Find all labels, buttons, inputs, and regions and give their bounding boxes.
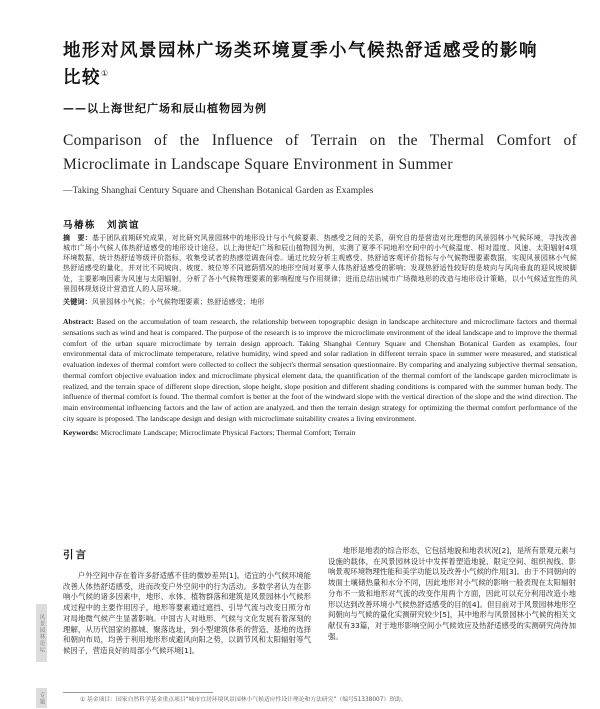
title-footnote-marker: ① <box>101 69 110 79</box>
footnote: ① 基金项目：国家自然科学基金重点项目“城市宜居环境风景园林小气候适应性设计理论和方法研究”（编号51338007）资助。 <box>80 697 407 703</box>
footnote-divider <box>63 692 213 693</box>
subtitle-en: —Taking Shanghai Century Square and Chenshan Botanical Garden as Examples <box>63 185 374 196</box>
title-zh <box>63 38 577 92</box>
keywords-en <box>63 428 577 439</box>
title-zh-line1: 地形对风景园林广场类环境夏季小气候热舒适感受的影响 <box>63 41 538 61</box>
abstract-en <box>63 317 577 425</box>
section-heading-introduction: 引言 <box>63 549 88 561</box>
journal-margin-tab-short-label: 专题 <box>38 691 45 705</box>
title-en: Comparison of the Influence of Terrain on the Thermal Comfort of Microclimate in Landscape Square Environment in Summer <box>63 132 577 173</box>
keywords-en-text: Microclimate Landscape; Microclimate Physical Factors; Thermal Comfort; Terrain <box>100 427 356 437</box>
body-column-right <box>328 541 576 657</box>
body-paragraph-left: 户外空间中存在着许多舒适感不佳的微妙差异[1]。适宜的小气候环境能改善人体热舒适感受，进而改变户外空间中的行为活动。多数学者认为在影响小气候的诸多因素中，地形、水体、植物群落和建筑是风景园林小气候形成过程中的主要作用因子，地形等要素通过遮挡、引导气流与改变日照分布对局地微气候产生显著影响。中国古人对地形、气候与文化发展有着深刻的理解，从历代国家的都城、聚落选址，到小型建筑体系的营造、基地的选择和朝向布局，均善于利用地形形成避风向阳之势，以调节风和太阳辐射等气候因子，营造良好的局部小气候环境[1]。 <box>63 571 311 656</box>
body-paragraph-right: 地形是地表的综合形态，它包括地貌和地表状况[2]，是所有景观元素与设施的载体，在风景园林设计中发挥着塑造地貌、限定空间、组织视线、影响景观环境物理性能和美学功能以及改善小气候的作用[3]。由于不同朝向的坡面土壤储热量和水分不同，因此地形对小气候的影响一般表现在太阳辐射分布不一致和地形对气流的改变作用两个方面，因此可以充分利用改造小地形以达到改善环境小气候热舒适感受的目的[4]。但目前对于风景园林地形空间朝向与气候的量化实测研究较少[5]，其中地形与风景园林小气候的相关文献仅有33篇，对于地形影响空间小气候效应及热舒适感受的实测研究尚待加强。 <box>328 546 576 641</box>
title-zh-line2: 比较 <box>63 68 101 89</box>
body-two-columns <box>63 541 577 657</box>
body-column-left <box>63 541 311 657</box>
keywords-en-label: Keywords: <box>63 427 99 437</box>
paper-header <box>63 38 577 231</box>
keywords-zh-label: 关键词： <box>63 297 92 306</box>
journal-margin-tab-long-label: 风景园林论坛 <box>38 613 45 653</box>
abstract-en-text: Based on the accumulation of team research, the relationship between topographic design in landscape architecture and microclimate factors and thermal sensations such as wind and heat is compared. The purpose of the research is to improve the microclimate environment of the ideal landscape and to improve the thermal comfort of the urban square microclimate by terrain design approach. Taking Shanghai Century Square and Chenshan Botanical Garden as examples, four environmental data of microclimate temperature, relative humidity, wind speed and solar radiation in different terrain space in summer were measured, and statistical evaluation indexes of thermal comfort were collected to collect the subject's thermal sensation questionnaire. By comparing and analyzing subjective thermal sensation, thermal comfort objective evaluation index and microclimate physical element data, the quantification of the thermal comfort of the landscape garden microclimate is realized, and the terrain space of different slope direction, slope height, slope position and different shading conditions is compared with the summer human body. The influence of thermal comfort is found. The thermal comfort is better at the foot of the windward slope with the vertical direction of the slope and the wind direction. The main environmental influencing factors and the law of action are analyzed, and then the terrain design strategy for optimizing the thermal comfort performance of the city square is proposed. The landscape design and design with microclimate suitability creates a living environment. <box>63 316 577 424</box>
journal-margin-tab-short <box>36 688 47 708</box>
abstract-zh-label: 摘 要： <box>63 234 92 242</box>
subtitle-zh: ——以上海世纪广场和辰山植物园为例 <box>63 102 267 116</box>
journal-margin-tab-long <box>36 604 47 662</box>
keywords-zh-text: 风景园林小气候；小气候物理要素；热舒适感受；地形 <box>91 297 265 306</box>
keywords-zh <box>63 297 577 307</box>
abstract-en-label: Abstract: <box>63 316 94 326</box>
authors: 马椿栋 刘滨谊 <box>63 219 141 231</box>
abstract-zh-text: 基于团队前期研究成果，对比研究风景园林中的地形设计与小气候要素、热感受之间的关系，研究目的是营造对比理想的风景园林小气候环境，寻找改善城市广场小气候人体热舒适感受的地形设计途径。以上海世纪广场和辰山植物园为例，实测了夏季不同地形空间中的小气候温度、相对湿度、风速、太阳辐射4项环境数据，统计热舒适等级评价指标，收集受试者的热感觉调查问卷。通过比较分析主观感受、热舒适客观评价指标与小气候物理要素数据，实现风景园林小气候热舒适感受的量化，并对比不同坡向、坡度、坡位等不同遮荫情况的地形空间对夏季人体热舒适感受的影响；发现热舒适性较好的是坡向与风向垂直的迎风坡坡脚处，主要影响因素为风速与太阳辐射，分析了各小气候物理要素的影响程度与作用规律；进而总结出城市广场微地形的改造与地形设计策略，以小气候适宜性的风景园林规划设计营造宜人的人居环境。 <box>63 234 577 293</box>
abstract-zh <box>63 233 577 294</box>
abstract-section <box>63 233 577 442</box>
